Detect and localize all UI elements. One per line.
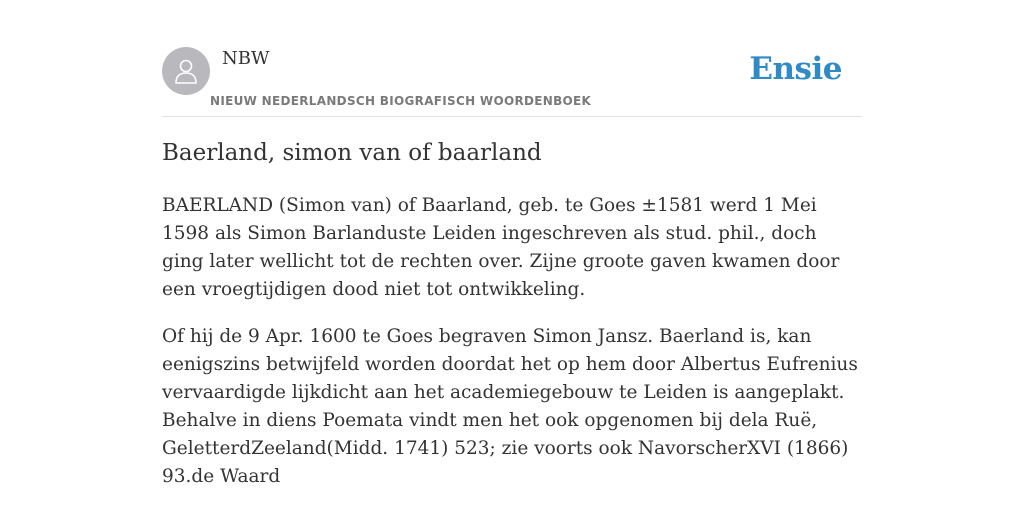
article-paragraph: Of hij de 9 Apr. 1600 te Goes begraven Simon Jansz. Baerland is, kan eenigszins betwijfeld worden doordat het op hem door Albertus Eufrenius vervaardigde lijkdicht aan het academiegebouw te Leiden is aangeplakt. Behalve in diens Poemata vindt men het ook opgenomen bij dela Ruë, GeletterdZeeland(Midd. 1741) 523; zie voorts ook NavorscherXVI (1866) 93.de Waard [162,326,858,487]
source-name[interactable]: NBW [222,48,270,69]
ensie-logo[interactable]: Ensie [749,51,842,87]
source-full-name[interactable]: NIEUW NEDERLANDSCH BIOGRAFISCH WOORDENBOEK [210,94,592,108]
avatar[interactable] [162,47,210,95]
source-header [162,46,862,117]
article-paragraph: BAERLAND (Simon van) of Baarland, geb. te Goes ±1581 werd 1 Mei 1598 als Simon Barlanduste Leiden ingeschreven als stud. phil., doch ging later wellicht tot de rechten over. Zijne groote gaven kwamen door een vroegtijdigen dood niet tot ontwikkeling. [162,195,840,300]
article-title: Baerland, simon van of baarland [162,140,542,166]
article-body [162,192,862,510]
user-icon [174,57,198,85]
